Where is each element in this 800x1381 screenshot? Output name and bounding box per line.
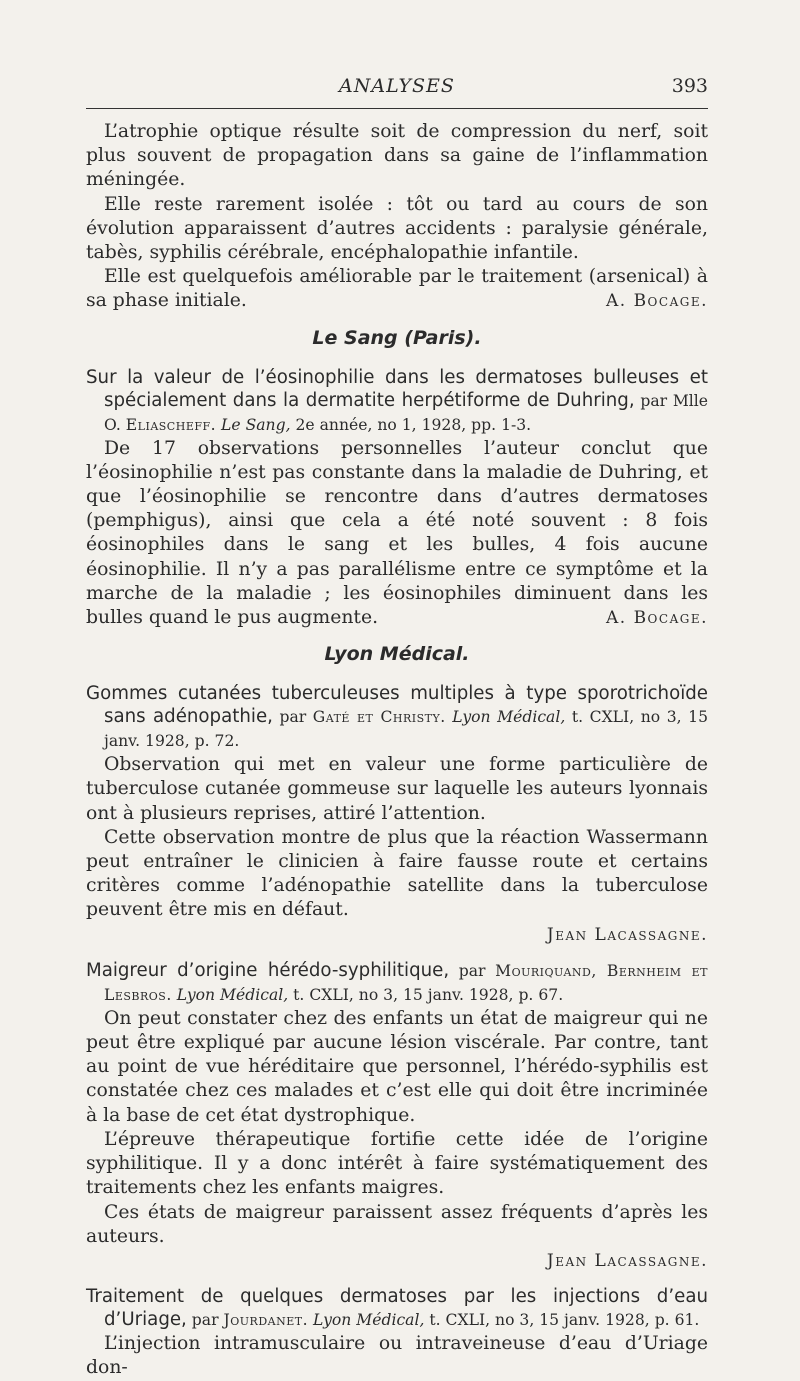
article-title: Sur la valeur de l’éosinophilie dans les dermatoses bulleuses et spécialement dans la dermatite herpétiforme de Duhring, [86, 366, 708, 411]
article-title: Gommes cutanées tuberculeuses multiples à type sporotrichoïde sans adénopathie, [86, 683, 708, 728]
article-heading [86, 959, 708, 1007]
article-journal: Lyon Médical, [308, 1311, 425, 1330]
article-title: Traitement de quelques dermatoses par les injections d’eau d’Uriage, [86, 1286, 708, 1331]
page-number: 393 [671, 75, 708, 97]
paragraph: L’épreuve thérapeutique fortifie cette idée de l’origine syphilitique. Il y a donc intérêt à faire systématiquement des traitements chez les enfants maigres. [86, 1128, 708, 1199]
paragraph [86, 265, 708, 313]
signature: A. Bocage. [605, 291, 708, 312]
article-meta [187, 1311, 700, 1329]
header-rule [86, 108, 708, 109]
article-heading [86, 682, 708, 753]
section-gap [86, 947, 708, 959]
article-author: Jourdanet. [223, 1311, 309, 1330]
meta-by: par [449, 961, 496, 980]
article-citation: t. CXLI, no 3, 15 janv. 1928, p. 67. [288, 985, 564, 1004]
paragraph: On peut constater chez des enfants un état de maigreur qui ne peut être expliqué par aucune lésion viscérale. Par contre, tant au point de vue héréditaire que personnel, l’hérédo-syphilis est constatée chez ces malades et c’est elle qui doit être incriminée à la base de cet état dystrophique. [86, 1007, 708, 1126]
body-text [86, 120, 708, 1381]
signature: Jean Lacassagne. [546, 1250, 708, 1271]
signature: A. Bocage. [605, 608, 708, 629]
article-heading [86, 1285, 708, 1332]
paragraph: Observation qui met en valeur une forme particulière de tuberculose cutanée gommeuse sur laquelle les auteurs lyonnais ont à plusieurs reprises, attiré l’attention. [86, 754, 708, 824]
paragraph [86, 437, 708, 631]
article-title: Maigreur d’origine hérédo-syphilitique, [86, 959, 450, 981]
article-author: Mouriquand, Bernheim et Lesbros. [104, 961, 709, 1004]
paragraph: Cette observation montre de plus que la réaction Wassermann peut entraîner le clinicien à faire fausse route et certains critères comme l’adénopathie satellite dans la tuberculose peuvent être mis en défaut. [86, 826, 708, 921]
running-head-title: ANALYSES [339, 75, 455, 97]
section-gap [86, 1273, 708, 1285]
article-journal: Lyon Médical, [171, 985, 289, 1004]
running-head [86, 75, 708, 103]
article-citation: t. CXLI, no 3, 15 janv. 1928, p. 61. [424, 1311, 700, 1330]
meta-by: par [186, 1311, 224, 1330]
paragraph: Elle reste rarement isolée : tôt ou tard au cours de son évolution apparaissent d’autres accidents : paralysie générale, tabès, syphilis cérébrale, encéphalopathie infantile. [86, 193, 708, 264]
journal-heading: Le Sang (Paris). [312, 326, 482, 349]
paragraph: Ces états de maigreur paraissent assez fréquents d’après les auteurs. [86, 1201, 708, 1247]
signature: Jean Lacassagne. [546, 924, 708, 945]
meta-by: par Mlle O. [104, 391, 709, 434]
paragraph-text: De 17 observations personnelles l’auteur conclut que l’éosinophilie n’est pas constante dans la maladie de Duhring, et que l’éosinophilie se rencontre dans d’autres dermatoses (pemphigus), ainsi que cela a été noté souvent : 8 fois éosinophiles dans le sang et les bulles, 4 fois aucune éosinophilie. Il n’y a pas parallélisme entre ce symptôme et la marche de la maladie ; les éosinophiles diminuent dans les bulles quand le pus augmente. [86, 437, 708, 629]
article-author: Gaté et Christy. [312, 708, 446, 727]
article-citation: t. CXLI, no 3, 15 janv. 1928, p. 72. [104, 708, 708, 751]
article-heading [86, 366, 708, 437]
journal-heading: Lyon Médical. [324, 643, 470, 666]
paragraph-text: Elle est quelquefois améliorable par le traitement (arsenical) à sa phase initiale. [86, 266, 708, 312]
meta-by: par [272, 708, 313, 727]
article-author: Eliascheff. [125, 415, 217, 434]
article-journal: Le Sang, [216, 415, 291, 434]
article-journal: Lyon Médical, [445, 708, 566, 727]
paragraph: L’atrophie optique résulte soit de compression du nerf, soit plus souvent de propagation dans sa gaine de l’inflammation méningée. [86, 121, 708, 191]
article-citation: 2e année, no 1, 1928, pp. 1-3. [290, 415, 532, 434]
paragraph: L’injection intramusculaire ou intraveineuse d’eau d’Uriage don- [86, 1333, 708, 1379]
